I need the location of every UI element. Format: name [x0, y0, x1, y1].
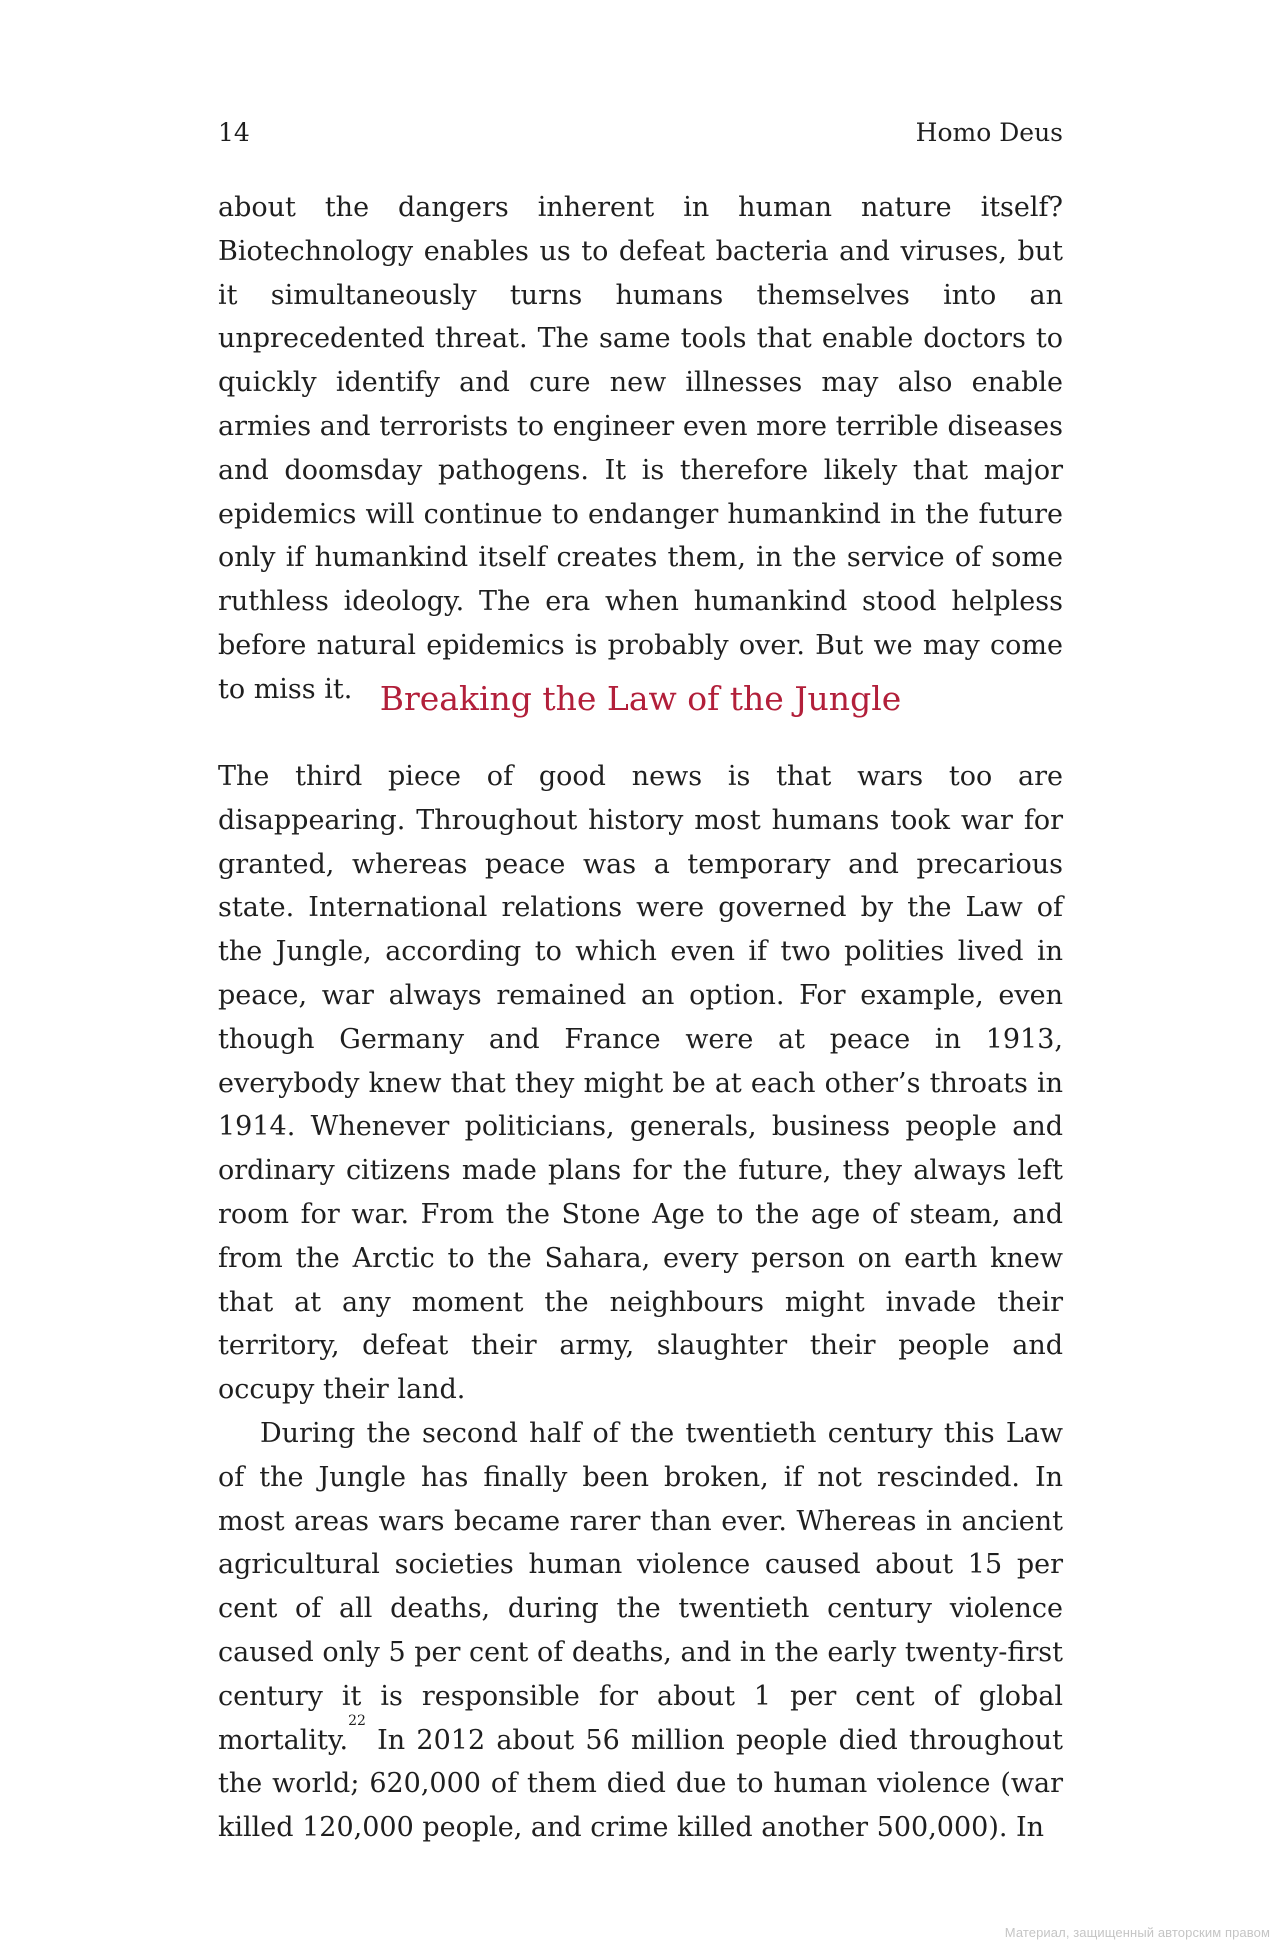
- footnote-reference[interactable]: 22: [348, 1712, 366, 1729]
- copyright-watermark: Материал, защищенный авторским правом: [1004, 1925, 1270, 1940]
- book-title: Homo Deus: [915, 118, 1063, 147]
- section-text-block: [218, 755, 1063, 1850]
- section-paragraph-first: The third piece of good news is that wars too are disappearing. Throughout history most humans took war for granted, whereas peace was a temporary and precarious state. International relations were governed by the Law of the Jungle, according to which even if two polities lived in peace, war always remained an option. For example, even though Germany and France were at peace in 1913, everybody knew that they might be at each other’s throats in 1914. Whenever politicians, generals, business people and ordinary citizens made plans for the future, they always left room for war. From the Stone Age to the age of steam, and from the Arctic to the Sahara, every person on earth knew that at any moment the neighbours might invade their territory, defeat their army, slaughter their people and occupy their land.: [218, 761, 1063, 1406]
- opening-paragraph: about the dangers inherent in human nature itself? Biotechnology enables us to defeat bacteria and viruses, but it simultaneously turns humans themselves into an unprecedented threat. The same tools that enable doctors to quickly identify and cure new illnesses may also enable armies and terrorists to engineer even more terrible diseases and doomsday pathogens. It is therefore likely that major epidemics will continue to endanger humankind in the future only if humankind itself creates them, in the service of some ruthless ideology. The era when humankind stood helpless before natural epidemics is probably over. But we may come to miss it.: [218, 192, 1063, 705]
- paragraph-text-after-note: In 2012 about 56 million people died throughout the world; 620,000 of them died due to human violence (war killed 120,000 people, and crime killed another 500,000). In: [218, 1724, 1063, 1844]
- section-paragraph-second: [218, 1412, 1063, 1850]
- opening-text-block: [218, 186, 1063, 712]
- running-head: [218, 116, 1063, 150]
- section-heading: Breaking the Law of the Jungle: [379, 679, 902, 718]
- page-number: 14: [218, 118, 250, 147]
- paragraph-text-before-note: During the second half of the twentieth century this Law of the Jungle has finally been broken, if not rescinded. In most areas wars became rarer than ever. Whereas in ancient agricultural societies human violence caused about 15 per cent of all deaths, during the twentieth century violence caused only 5 per cent of deaths, and in the early twenty-first century it is responsible for about 1 per cent of global mortality.: [218, 1417, 1063, 1756]
